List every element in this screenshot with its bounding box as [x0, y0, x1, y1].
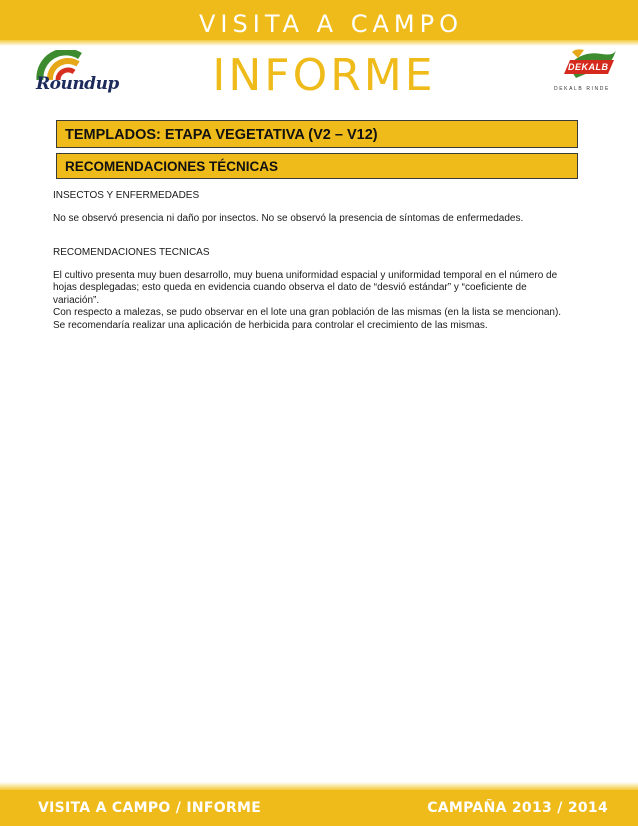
page-title: INFORME: [212, 50, 436, 101]
roundup-wordmark: Roundup: [36, 74, 119, 94]
recommendations-text: El cultivo presenta muy buen desarrollo, muy buena uniformidad espacial y uniformidad temporal en el número de hojas desplegadas; esto queda en evidencia cuando observa el dato de “desvió estándar” y “coeficiente de variación”. Con respecto a malezas, se pudo observar en el lote una gran población de las mismas (en la lista se mencionan). Se recomendaría realizar una aplicación de herbicida para controlar el crecimiento de las mismas.: [53, 269, 562, 331]
recommendations-heading: RECOMENDACIONES TECNICAS: [53, 247, 210, 258]
dekalb-tagline: DEKALB RINDE: [554, 86, 610, 92]
insects-text: No se observó presencia ni daño por insectos. No se observó la presencia de síntomas de enfermedades.: [53, 212, 524, 224]
insects-heading: INSECTOS Y ENFERMEDADES: [53, 190, 200, 201]
roundup-logo: [32, 50, 119, 98]
dekalb-wordmark: DEKALB: [568, 62, 609, 72]
footer-left-text: VISITA A CAMPO / INFORME: [38, 800, 262, 816]
footer-right-text: CAMPAÑA 2013 / 2014: [427, 800, 608, 816]
dekalb-logo: [548, 48, 628, 100]
header-title: VISITA A CAMPO: [199, 10, 463, 38]
report-body: [53, 190, 593, 332]
section-title: TEMPLADOS: ETAPA VEGETATIVA (V2 – V12): [56, 120, 578, 148]
footer-band: [0, 790, 638, 826]
section-subtitle: RECOMENDACIONES TÉCNICAS: [56, 153, 578, 179]
